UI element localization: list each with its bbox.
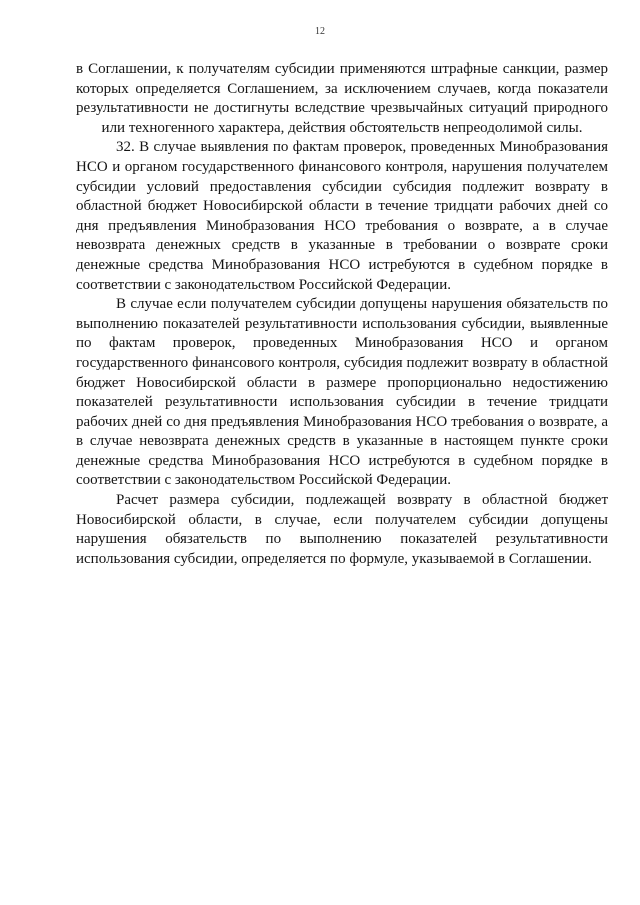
paragraph-refund-calculation: Расчет размера субсидии, подлежащей возврату в областной бюджет Новосибирской области, в случае, если получателем субсидии допущены нарушения обязательств по выполнению показателей результативности использования субсидии, определяется по формуле, указываемой в Соглашении. bbox=[76, 492, 608, 567]
paragraph-obligation-violation: В случае если получателем субсидии допущены нарушения обязательств по выполнению показателей результативности использования субсидии, выявленные по фактам проверок, проведенных Минобразования НСО и органом государственного финансового контроля, субсидия подлежит возврату в областной бюджет Новосибирской области в размере пропорционально недостижению показателей результативности использования субсидии в течение тридцати рабочих дней со дня предъявления Минобразования НСО требования о возврате, а в случае невозврата денежных средств в указанные в настоящем пункте сроки денежные средства Минобразования НСО истребуются в судебном порядке в соответствии с законодательством Российской Федерации. bbox=[76, 296, 608, 489]
paragraph-clause-32: 32. В случае выявления по фактам проверок, проведенных Минобразования НСО и органом государственного финансового контроля, нарушения получателем субсидии условий предоставления субсидии субсидия подлежит возврату в областной бюджет Новосибирской области в течение тридцати рабочих дней со дня предъявления Минобразования НСО требования о возврате, а в случае невозврата денежных средств в указанные в требовании о возврате сроки денежные средства Минобразования НСО истребуются в судебном порядке в соответствии с законодательством Российской Федерации. bbox=[76, 139, 608, 293]
document-body bbox=[76, 60, 608, 569]
page-number: 12 bbox=[315, 26, 325, 37]
paragraph-continuation: в Соглашении, к получателям субсидии применяются штрафные санкции, размер которых определяется Соглашением, за исключением случаев, когда показатели результативности не достигнуты вследствие чрезвычайных ситуаций природного или техногенного характера, действия обстоятельств непреодолимой силы. bbox=[76, 61, 608, 136]
